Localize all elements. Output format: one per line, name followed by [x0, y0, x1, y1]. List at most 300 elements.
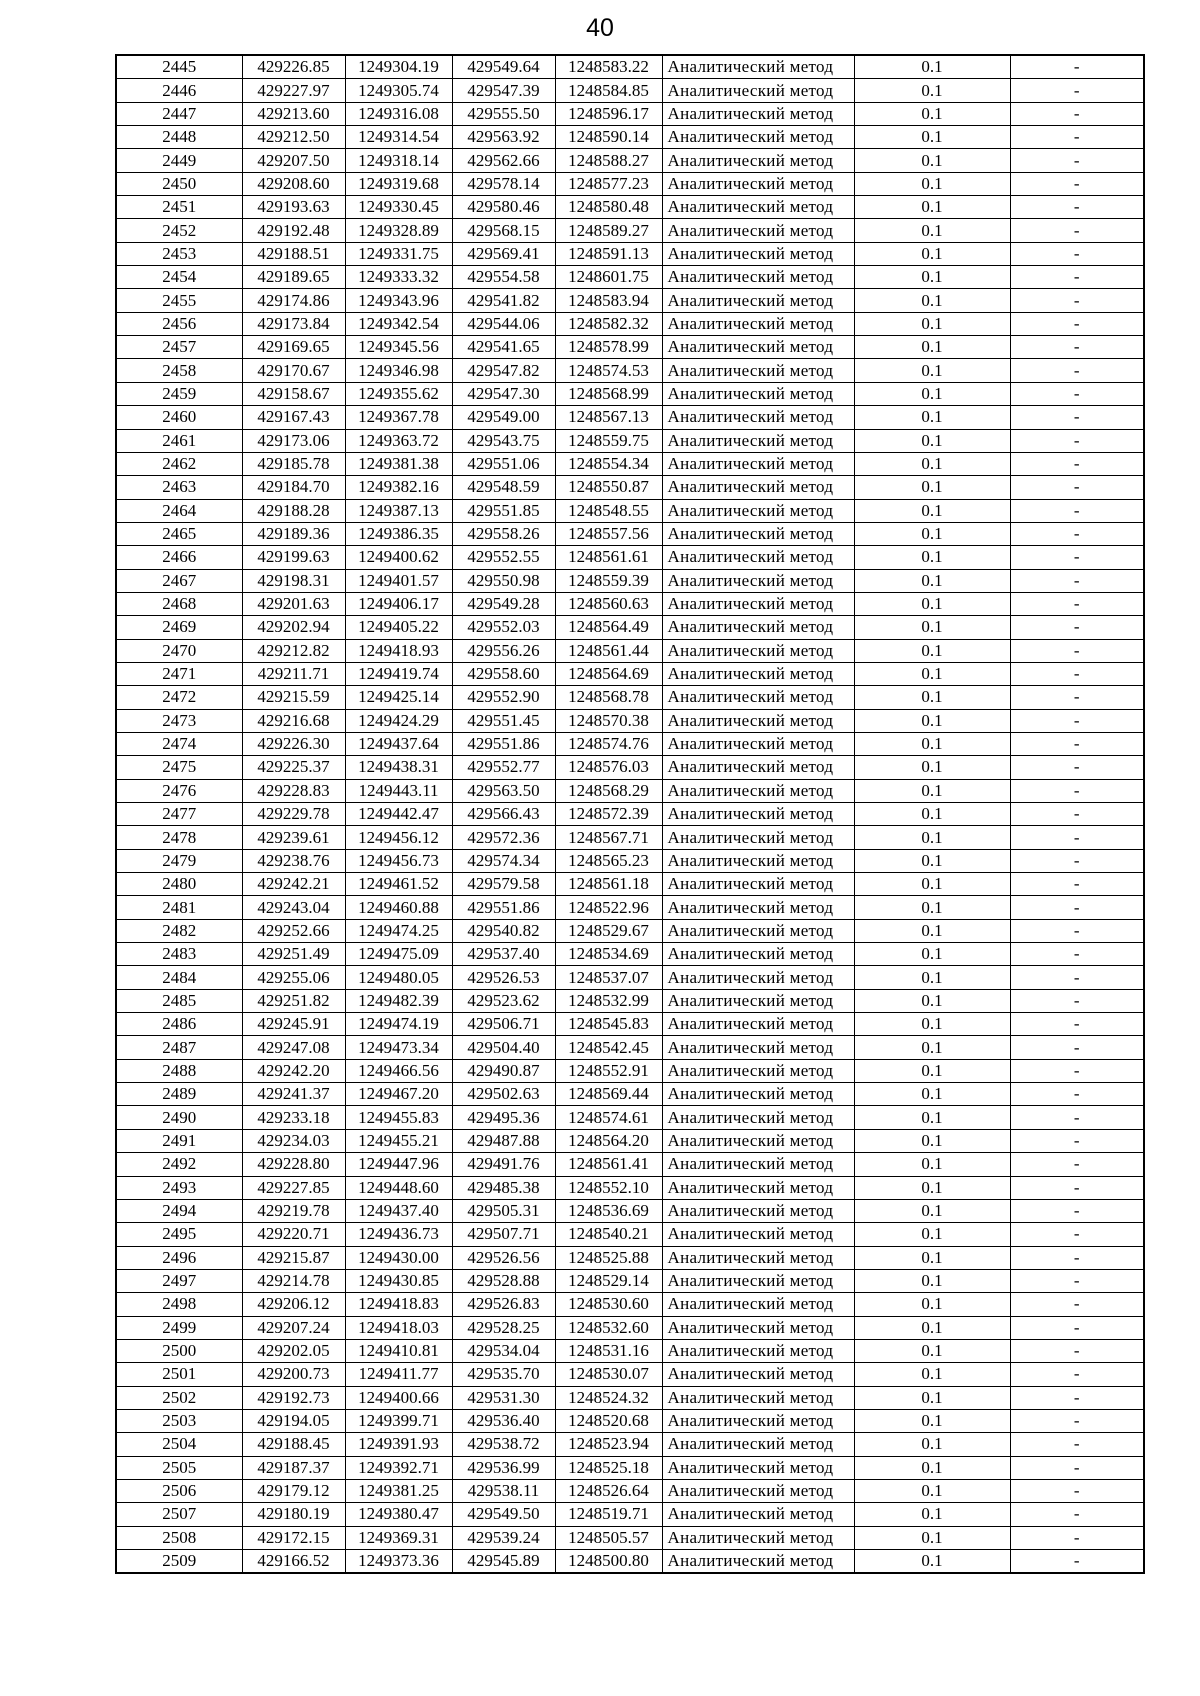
cell-method: Аналитический метод [662, 943, 854, 966]
cell-x-coordinate-1: 429207.50 [242, 149, 345, 172]
cell-method: Аналитический метод [662, 242, 854, 265]
cell-point-number: 2471 [116, 662, 242, 685]
cell-y-coordinate-1: 1249437.64 [345, 732, 452, 755]
cell-y-coordinate-2: 1248559.75 [555, 429, 662, 452]
cell-note: - [1010, 1503, 1144, 1526]
cell-note: - [1010, 873, 1144, 896]
cell-x-coordinate-1: 429192.48 [242, 219, 345, 242]
cell-point-number: 2459 [116, 382, 242, 405]
cell-accuracy: 0.1 [854, 336, 1010, 359]
cell-method: Аналитический метод [662, 896, 854, 919]
table-row [116, 102, 1144, 125]
cell-y-coordinate-1: 1249400.66 [345, 1386, 452, 1409]
cell-note: - [1010, 429, 1144, 452]
cell-x-coordinate-1: 429233.18 [242, 1106, 345, 1129]
cell-accuracy: 0.1 [854, 826, 1010, 849]
cell-accuracy: 0.1 [854, 476, 1010, 499]
cell-note: - [1010, 896, 1144, 919]
cell-method: Аналитический метод [662, 1479, 854, 1502]
cell-x-coordinate-1: 429227.97 [242, 79, 345, 102]
cell-accuracy: 0.1 [854, 896, 1010, 919]
cell-method: Аналитический метод [662, 172, 854, 195]
cell-point-number: 2502 [116, 1386, 242, 1409]
cell-x-coordinate-1: 429174.86 [242, 289, 345, 312]
cell-note: - [1010, 1153, 1144, 1176]
table-row [116, 1246, 1144, 1269]
cell-note: - [1010, 709, 1144, 732]
cell-note: - [1010, 406, 1144, 429]
cell-y-coordinate-1: 1249304.19 [345, 55, 452, 79]
cell-y-coordinate-1: 1249314.54 [345, 126, 452, 149]
cell-x-coordinate-2: 429552.77 [452, 756, 555, 779]
cell-x-coordinate-2: 429579.58 [452, 873, 555, 896]
cell-x-coordinate-2: 429549.00 [452, 406, 555, 429]
table-row [116, 1386, 1144, 1409]
cell-x-coordinate-1: 429228.80 [242, 1153, 345, 1176]
cell-x-coordinate-1: 429216.68 [242, 709, 345, 732]
cell-method: Аналитический метод [662, 1456, 854, 1479]
cell-y-coordinate-1: 1249474.25 [345, 919, 452, 942]
cell-y-coordinate-2: 1248542.45 [555, 1036, 662, 1059]
cell-point-number: 2476 [116, 779, 242, 802]
cell-y-coordinate-2: 1248534.69 [555, 943, 662, 966]
table-row [116, 1339, 1144, 1362]
cell-x-coordinate-2: 429572.36 [452, 826, 555, 849]
cell-x-coordinate-1: 429188.45 [242, 1433, 345, 1456]
cell-y-coordinate-1: 1249399.71 [345, 1409, 452, 1432]
cell-note: - [1010, 1129, 1144, 1152]
cell-point-number: 2458 [116, 359, 242, 382]
cell-x-coordinate-1: 429226.85 [242, 55, 345, 79]
cell-method: Аналитический метод [662, 662, 854, 685]
cell-point-number: 2466 [116, 546, 242, 569]
cell-y-coordinate-2: 1248570.38 [555, 709, 662, 732]
cell-note: - [1010, 919, 1144, 942]
table-body [116, 55, 1144, 1573]
cell-method: Аналитический метод [662, 1246, 854, 1269]
cell-point-number: 2461 [116, 429, 242, 452]
cell-note: - [1010, 476, 1144, 499]
cell-note: - [1010, 1269, 1144, 1292]
cell-accuracy: 0.1 [854, 359, 1010, 382]
cell-x-coordinate-1: 429251.49 [242, 943, 345, 966]
cell-x-coordinate-1: 429173.06 [242, 429, 345, 452]
cell-accuracy: 0.1 [854, 1339, 1010, 1362]
cell-accuracy: 0.1 [854, 172, 1010, 195]
table-row [116, 919, 1144, 942]
cell-note: - [1010, 149, 1144, 172]
cell-x-coordinate-2: 429539.24 [452, 1526, 555, 1549]
cell-note: - [1010, 639, 1144, 662]
cell-note: - [1010, 289, 1144, 312]
table-row [116, 966, 1144, 989]
cell-x-coordinate-1: 429187.37 [242, 1456, 345, 1479]
cell-point-number: 2451 [116, 196, 242, 219]
page-number: 40 [586, 14, 614, 42]
cell-y-coordinate-2: 1248564.20 [555, 1129, 662, 1152]
table-row [116, 1199, 1144, 1222]
cell-y-coordinate-2: 1248561.41 [555, 1153, 662, 1176]
cell-point-number: 2492 [116, 1153, 242, 1176]
cell-x-coordinate-1: 429194.05 [242, 1409, 345, 1432]
cell-y-coordinate-2: 1248529.14 [555, 1269, 662, 1292]
cell-x-coordinate-2: 429549.28 [452, 592, 555, 615]
cell-y-coordinate-2: 1248540.21 [555, 1223, 662, 1246]
cell-accuracy: 0.1 [854, 289, 1010, 312]
table-row [116, 616, 1144, 639]
cell-x-coordinate-1: 429192.73 [242, 1386, 345, 1409]
cell-x-coordinate-1: 429184.70 [242, 476, 345, 499]
cell-note: - [1010, 336, 1144, 359]
cell-method: Аналитический метод [662, 849, 854, 872]
table-row [116, 1363, 1144, 1386]
table-row [116, 1106, 1144, 1129]
cell-y-coordinate-2: 1248596.17 [555, 102, 662, 125]
cell-method: Аналитический метод [662, 1199, 854, 1222]
table-row [116, 149, 1144, 172]
cell-x-coordinate-2: 429526.83 [452, 1293, 555, 1316]
cell-y-coordinate-2: 1248569.44 [555, 1083, 662, 1106]
table-row [116, 896, 1144, 919]
cell-method: Аналитический метод [662, 873, 854, 896]
cell-method: Аналитический метод [662, 546, 854, 569]
cell-accuracy: 0.1 [854, 686, 1010, 709]
cell-point-number: 2493 [116, 1176, 242, 1199]
cell-y-coordinate-2: 1248601.75 [555, 266, 662, 289]
cell-y-coordinate-2: 1248574.76 [555, 732, 662, 755]
cell-y-coordinate-1: 1249474.19 [345, 1013, 452, 1036]
cell-x-coordinate-2: 429528.25 [452, 1316, 555, 1339]
cell-x-coordinate-2: 429569.41 [452, 242, 555, 265]
cell-y-coordinate-1: 1249316.08 [345, 102, 452, 125]
cell-method: Аналитический метод [662, 1036, 854, 1059]
cell-x-coordinate-1: 429215.87 [242, 1246, 345, 1269]
cell-x-coordinate-2: 429551.86 [452, 896, 555, 919]
cell-accuracy: 0.1 [854, 616, 1010, 639]
cell-y-coordinate-2: 1248572.39 [555, 803, 662, 826]
table-row [116, 359, 1144, 382]
cell-x-coordinate-1: 429214.78 [242, 1269, 345, 1292]
cell-point-number: 2483 [116, 943, 242, 966]
cell-y-coordinate-2: 1248500.80 [555, 1550, 662, 1574]
table-row [116, 55, 1144, 79]
cell-accuracy: 0.1 [854, 429, 1010, 452]
cell-point-number: 2490 [116, 1106, 242, 1129]
cell-point-number: 2495 [116, 1223, 242, 1246]
cell-y-coordinate-2: 1248564.69 [555, 662, 662, 685]
cell-x-coordinate-1: 429211.71 [242, 662, 345, 685]
cell-x-coordinate-2: 429491.76 [452, 1153, 555, 1176]
cell-y-coordinate-1: 1249386.35 [345, 522, 452, 545]
cell-note: - [1010, 1013, 1144, 1036]
cell-note: - [1010, 219, 1144, 242]
cell-note: - [1010, 592, 1144, 615]
cell-y-coordinate-2: 1248578.99 [555, 336, 662, 359]
cell-x-coordinate-1: 429185.78 [242, 452, 345, 475]
cell-accuracy: 0.1 [854, 803, 1010, 826]
table-row [116, 1129, 1144, 1152]
cell-point-number: 2453 [116, 242, 242, 265]
cell-x-coordinate-1: 429242.21 [242, 873, 345, 896]
table-row [116, 172, 1144, 195]
cell-note: - [1010, 382, 1144, 405]
cell-accuracy: 0.1 [854, 966, 1010, 989]
table-row [116, 1503, 1144, 1526]
cell-method: Аналитический метод [662, 592, 854, 615]
cell-y-coordinate-2: 1248582.32 [555, 312, 662, 335]
cell-method: Аналитический метод [662, 476, 854, 499]
cell-y-coordinate-1: 1249430.85 [345, 1269, 452, 1292]
table-row [116, 1550, 1144, 1574]
cell-x-coordinate-1: 429243.04 [242, 896, 345, 919]
table-row [116, 196, 1144, 219]
cell-y-coordinate-1: 1249425.14 [345, 686, 452, 709]
cell-y-coordinate-1: 1249391.93 [345, 1433, 452, 1456]
cell-point-number: 2498 [116, 1293, 242, 1316]
cell-method: Аналитический метод [662, 732, 854, 755]
cell-point-number: 2455 [116, 289, 242, 312]
cell-point-number: 2481 [116, 896, 242, 919]
cell-x-coordinate-2: 429552.03 [452, 616, 555, 639]
cell-note: - [1010, 546, 1144, 569]
cell-method: Аналитический метод [662, 1106, 854, 1129]
cell-y-coordinate-1: 1249430.00 [345, 1246, 452, 1269]
cell-y-coordinate-2: 1248567.71 [555, 826, 662, 849]
cell-note: - [1010, 569, 1144, 592]
cell-accuracy: 0.1 [854, 522, 1010, 545]
cell-y-coordinate-2: 1248559.39 [555, 569, 662, 592]
cell-y-coordinate-1: 1249456.73 [345, 849, 452, 872]
cell-x-coordinate-1: 429189.36 [242, 522, 345, 545]
cell-note: - [1010, 1293, 1144, 1316]
cell-y-coordinate-2: 1248532.99 [555, 989, 662, 1012]
cell-x-coordinate-1: 429172.15 [242, 1526, 345, 1549]
cell-x-coordinate-1: 429228.83 [242, 779, 345, 802]
table-row [116, 266, 1144, 289]
cell-x-coordinate-2: 429485.38 [452, 1176, 555, 1199]
cell-note: - [1010, 826, 1144, 849]
cell-y-coordinate-1: 1249411.77 [345, 1363, 452, 1386]
cell-y-coordinate-1: 1249442.47 [345, 803, 452, 826]
cell-note: - [1010, 686, 1144, 709]
cell-point-number: 2485 [116, 989, 242, 1012]
table-row [116, 522, 1144, 545]
cell-y-coordinate-1: 1249373.36 [345, 1550, 452, 1574]
cell-x-coordinate-1: 429245.91 [242, 1013, 345, 1036]
cell-y-coordinate-2: 1248580.48 [555, 196, 662, 219]
cell-x-coordinate-2: 429551.06 [452, 452, 555, 475]
cell-accuracy: 0.1 [854, 1456, 1010, 1479]
cell-x-coordinate-2: 429490.87 [452, 1059, 555, 1082]
cell-point-number: 2468 [116, 592, 242, 615]
cell-accuracy: 0.1 [854, 732, 1010, 755]
cell-y-coordinate-2: 1248505.57 [555, 1526, 662, 1549]
table-row [116, 546, 1144, 569]
cell-y-coordinate-2: 1248525.88 [555, 1246, 662, 1269]
cell-accuracy: 0.1 [854, 242, 1010, 265]
cell-x-coordinate-2: 429548.59 [452, 476, 555, 499]
cell-accuracy: 0.1 [854, 919, 1010, 942]
cell-x-coordinate-2: 429540.82 [452, 919, 555, 942]
cell-x-coordinate-1: 429234.03 [242, 1129, 345, 1152]
cell-accuracy: 0.1 [854, 873, 1010, 896]
cell-point-number: 2457 [116, 336, 242, 359]
cell-method: Аналитический метод [662, 1153, 854, 1176]
cell-y-coordinate-2: 1248552.10 [555, 1176, 662, 1199]
cell-x-coordinate-2: 429555.50 [452, 102, 555, 125]
cell-note: - [1010, 1316, 1144, 1339]
cell-x-coordinate-2: 429536.40 [452, 1409, 555, 1432]
cell-y-coordinate-1: 1249437.40 [345, 1199, 452, 1222]
cell-method: Аналитический метод [662, 1526, 854, 1549]
cell-method: Аналитический метод [662, 803, 854, 826]
cell-note: - [1010, 1433, 1144, 1456]
cell-x-coordinate-2: 429558.60 [452, 662, 555, 685]
cell-point-number: 2449 [116, 149, 242, 172]
cell-point-number: 2445 [116, 55, 242, 79]
cell-x-coordinate-1: 429170.67 [242, 359, 345, 382]
cell-y-coordinate-2: 1248561.44 [555, 639, 662, 662]
cell-accuracy: 0.1 [854, 1433, 1010, 1456]
cell-y-coordinate-2: 1248530.07 [555, 1363, 662, 1386]
cell-x-coordinate-2: 429551.85 [452, 499, 555, 522]
cell-y-coordinate-1: 1249369.31 [345, 1526, 452, 1549]
cell-accuracy: 0.1 [854, 266, 1010, 289]
table-row [116, 336, 1144, 359]
cell-method: Аналитический метод [662, 1013, 854, 1036]
cell-x-coordinate-2: 429528.88 [452, 1269, 555, 1292]
cell-x-coordinate-1: 429188.28 [242, 499, 345, 522]
cell-y-coordinate-2: 1248590.14 [555, 126, 662, 149]
cell-accuracy: 0.1 [854, 546, 1010, 569]
cell-accuracy: 0.1 [854, 196, 1010, 219]
cell-method: Аналитический метод [662, 126, 854, 149]
cell-x-coordinate-2: 429554.58 [452, 266, 555, 289]
cell-y-coordinate-2: 1248522.96 [555, 896, 662, 919]
cell-point-number: 2497 [116, 1269, 242, 1292]
cell-y-coordinate-1: 1249392.71 [345, 1456, 452, 1479]
cell-point-number: 2462 [116, 452, 242, 475]
cell-y-coordinate-2: 1248565.23 [555, 849, 662, 872]
cell-method: Аналитический метод [662, 289, 854, 312]
cell-y-coordinate-1: 1249482.39 [345, 989, 452, 1012]
cell-y-coordinate-1: 1249410.81 [345, 1339, 452, 1362]
cell-accuracy: 0.1 [854, 149, 1010, 172]
cell-method: Аналитический метод [662, 709, 854, 732]
cell-y-coordinate-1: 1249400.62 [345, 546, 452, 569]
cell-method: Аналитический метод [662, 1269, 854, 1292]
cell-accuracy: 0.1 [854, 639, 1010, 662]
cell-x-coordinate-2: 429538.11 [452, 1479, 555, 1502]
cell-method: Аналитический метод [662, 1409, 854, 1432]
cell-y-coordinate-1: 1249448.60 [345, 1176, 452, 1199]
cell-y-coordinate-2: 1248591.13 [555, 242, 662, 265]
cell-accuracy: 0.1 [854, 406, 1010, 429]
cell-method: Аналитический метод [662, 452, 854, 475]
cell-note: - [1010, 662, 1144, 685]
cell-x-coordinate-2: 429543.75 [452, 429, 555, 452]
cell-accuracy: 0.1 [854, 943, 1010, 966]
cell-method: Аналитический метод [662, 1176, 854, 1199]
cell-accuracy: 0.1 [854, 499, 1010, 522]
cell-x-coordinate-2: 429502.63 [452, 1083, 555, 1106]
cell-x-coordinate-2: 429504.40 [452, 1036, 555, 1059]
cell-x-coordinate-1: 429202.94 [242, 616, 345, 639]
cell-method: Аналитический метод [662, 1550, 854, 1574]
cell-point-number: 2479 [116, 849, 242, 872]
cell-x-coordinate-1: 429247.08 [242, 1036, 345, 1059]
cell-y-coordinate-2: 1248524.32 [555, 1386, 662, 1409]
cell-x-coordinate-2: 429551.45 [452, 709, 555, 732]
cell-x-coordinate-1: 429180.19 [242, 1503, 345, 1526]
cell-method: Аналитический метод [662, 1503, 854, 1526]
cell-x-coordinate-1: 429167.43 [242, 406, 345, 429]
cell-x-coordinate-1: 429202.05 [242, 1339, 345, 1362]
cell-x-coordinate-2: 429556.26 [452, 639, 555, 662]
cell-y-coordinate-1: 1249460.88 [345, 896, 452, 919]
cell-y-coordinate-1: 1249333.32 [345, 266, 452, 289]
cell-point-number: 2450 [116, 172, 242, 195]
cell-y-coordinate-1: 1249382.16 [345, 476, 452, 499]
cell-method: Аналитический метод [662, 639, 854, 662]
cell-note: - [1010, 79, 1144, 102]
cell-x-coordinate-1: 429173.84 [242, 312, 345, 335]
cell-point-number: 2454 [116, 266, 242, 289]
cell-note: - [1010, 522, 1144, 545]
table-row [116, 1316, 1144, 1339]
cell-accuracy: 0.1 [854, 849, 1010, 872]
cell-x-coordinate-2: 429536.99 [452, 1456, 555, 1479]
cell-method: Аналитический метод [662, 1083, 854, 1106]
cell-point-number: 2509 [116, 1550, 242, 1574]
cell-point-number: 2456 [116, 312, 242, 335]
cell-note: - [1010, 732, 1144, 755]
table-row [116, 1059, 1144, 1082]
cell-x-coordinate-1: 429166.52 [242, 1550, 345, 1574]
cell-point-number: 2446 [116, 79, 242, 102]
table-row [116, 592, 1144, 615]
cell-accuracy: 0.1 [854, 382, 1010, 405]
cell-point-number: 2506 [116, 1479, 242, 1502]
cell-x-coordinate-1: 429158.67 [242, 382, 345, 405]
cell-note: - [1010, 779, 1144, 802]
table-row [116, 709, 1144, 732]
cell-x-coordinate-2: 429547.39 [452, 79, 555, 102]
cell-note: - [1010, 102, 1144, 125]
cell-x-coordinate-2: 429547.30 [452, 382, 555, 405]
cell-note: - [1010, 849, 1144, 872]
cell-accuracy: 0.1 [854, 1526, 1010, 1549]
cell-x-coordinate-2: 429505.31 [452, 1199, 555, 1222]
cell-y-coordinate-1: 1249443.11 [345, 779, 452, 802]
cell-accuracy: 0.1 [854, 1176, 1010, 1199]
cell-y-coordinate-2: 1248567.13 [555, 406, 662, 429]
cell-point-number: 2488 [116, 1059, 242, 1082]
cell-method: Аналитический метод [662, 779, 854, 802]
cell-x-coordinate-2: 429566.43 [452, 803, 555, 826]
cell-x-coordinate-1: 429199.63 [242, 546, 345, 569]
cell-note: - [1010, 1176, 1144, 1199]
cell-x-coordinate-1: 429252.66 [242, 919, 345, 942]
cell-point-number: 2447 [116, 102, 242, 125]
table-row [116, 779, 1144, 802]
table-row [116, 989, 1144, 1012]
cell-method: Аналитический метод [662, 1386, 854, 1409]
cell-x-coordinate-1: 429198.31 [242, 569, 345, 592]
table-row [116, 732, 1144, 755]
cell-method: Аналитический метод [662, 1339, 854, 1362]
cell-accuracy: 0.1 [854, 569, 1010, 592]
